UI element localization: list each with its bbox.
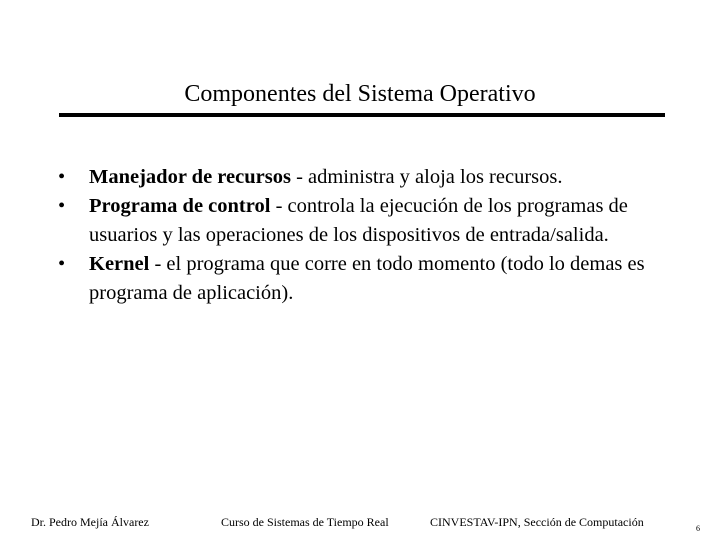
bullet-item-resource-manager xyxy=(58,163,678,192)
bullet-text: - el programa que corre en todo momento (todo lo demas es programa de aplicación). xyxy=(89,253,645,304)
bullet-text: - administra y aloja los recursos. xyxy=(290,166,563,188)
bullet-term: Programa de control xyxy=(89,195,271,217)
slide-title: Componentes del Sistema Operativo xyxy=(184,81,536,107)
footer-author: Dr. Pedro Mejía Álvarez xyxy=(31,515,149,529)
bullet-term: Manejador de recursos xyxy=(89,166,291,188)
bullet-list xyxy=(58,163,678,308)
bullet-dot: • xyxy=(58,253,66,275)
bullet-item-control-program xyxy=(58,192,678,250)
bullet-text: - controla la ejecución de los programas de usuarios y las operaciones de los dispositivos de entrada/salida. xyxy=(89,195,628,246)
bullet-dot: • xyxy=(58,195,66,217)
bullet-dot: • xyxy=(58,166,66,188)
footer-course: Curso de Sistemas de Tiempo Real xyxy=(221,515,389,529)
bullet-item-kernel xyxy=(58,250,678,308)
bullet-term: Kernel xyxy=(89,253,150,275)
footer-institution: CINVESTAV-IPN, Sección de Computación xyxy=(430,515,644,529)
title-underline-rule xyxy=(59,113,665,117)
page-number: 6 xyxy=(696,524,700,533)
